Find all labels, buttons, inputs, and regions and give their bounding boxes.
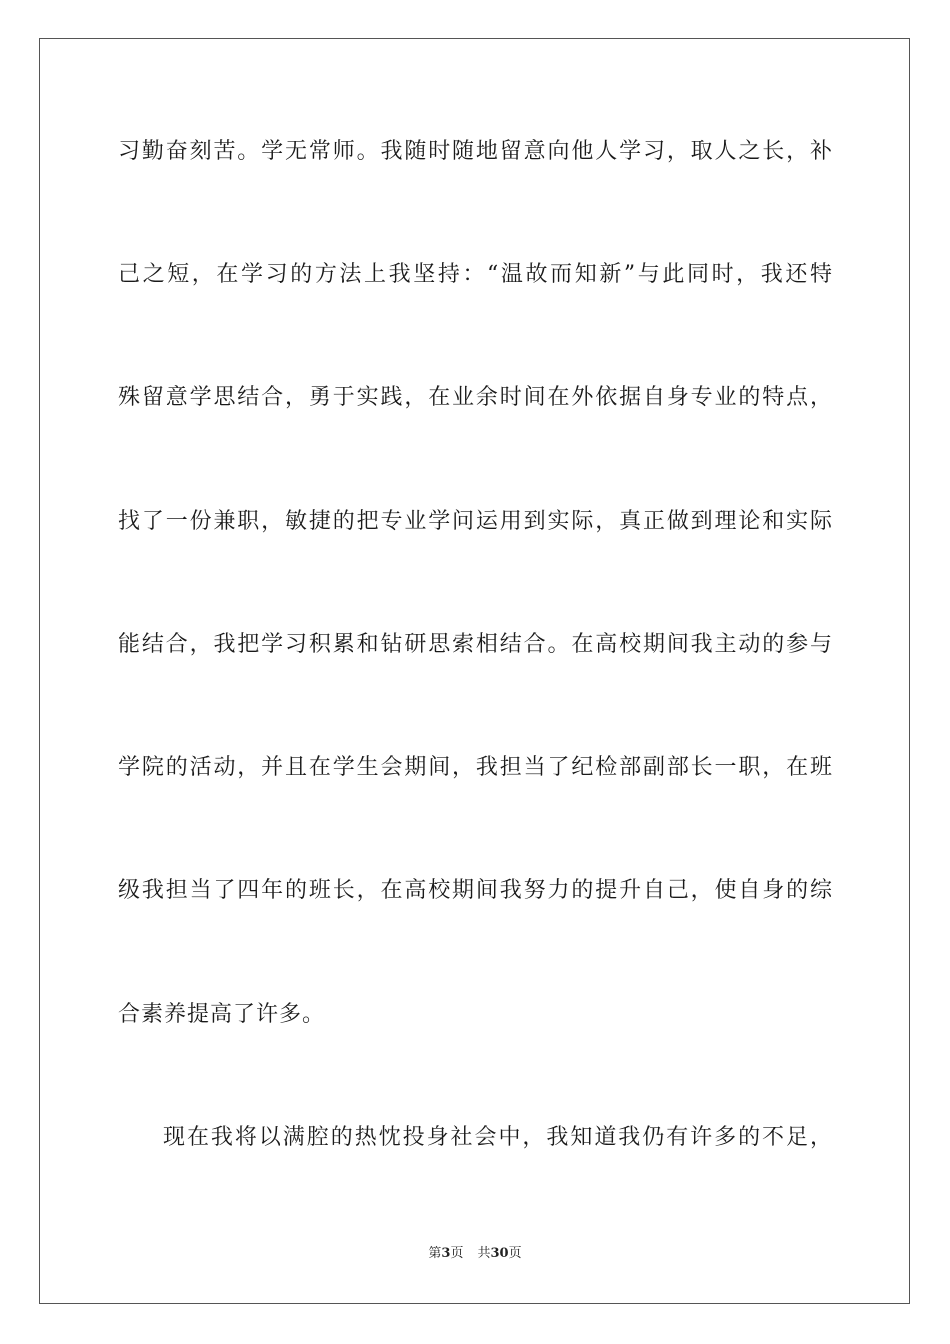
paragraph-start-line: 现在我将以满腔的热忱投身社会中，我知道我仍有许多的不足， <box>163 1125 833 1150</box>
body-text-line-2: 己之短，在学习的方法上我坚持：“温故而知新”与此同时，我还特 <box>118 262 833 287</box>
page-border <box>39 38 910 1304</box>
footer-page-prefix: 第 <box>428 1246 442 1261</box>
footer-page-unit: 页 <box>450 1246 464 1261</box>
footer-total-prefix: 共 <box>477 1246 491 1261</box>
body-text-line-4: 找了一份兼职，敏捷的把专业学问运用到实际，真正做到理论和实际 <box>118 509 833 534</box>
body-text-line-8: 合素养提高了许多。 <box>118 1002 326 1027</box>
body-text-line-3: 殊留意学思结合，勇于实践，在业余时间在外依据自身专业的特点， <box>118 385 833 410</box>
body-text-line-1: 习勤奋刻苦。学无常师。我随时随地留意向他人学习，取人之长，补 <box>118 139 833 164</box>
footer-page-number: 3 <box>441 1246 451 1261</box>
body-text-line-6: 学院的活动，并且在学生会期间，我担当了纪检部副部长一职，在班 <box>118 755 833 780</box>
footer-total-unit: 页 <box>508 1246 522 1261</box>
body-text-line-7: 级我担当了四年的班长，在高校期间我努力的提升自己，使自身的综 <box>118 878 833 903</box>
body-text-line-5: 能结合，我把学习积累和钻研思索相结合。在高校期间我主动的参与 <box>118 632 833 657</box>
page-footer <box>0 1245 950 1263</box>
footer-total-pages: 30 <box>490 1246 509 1261</box>
